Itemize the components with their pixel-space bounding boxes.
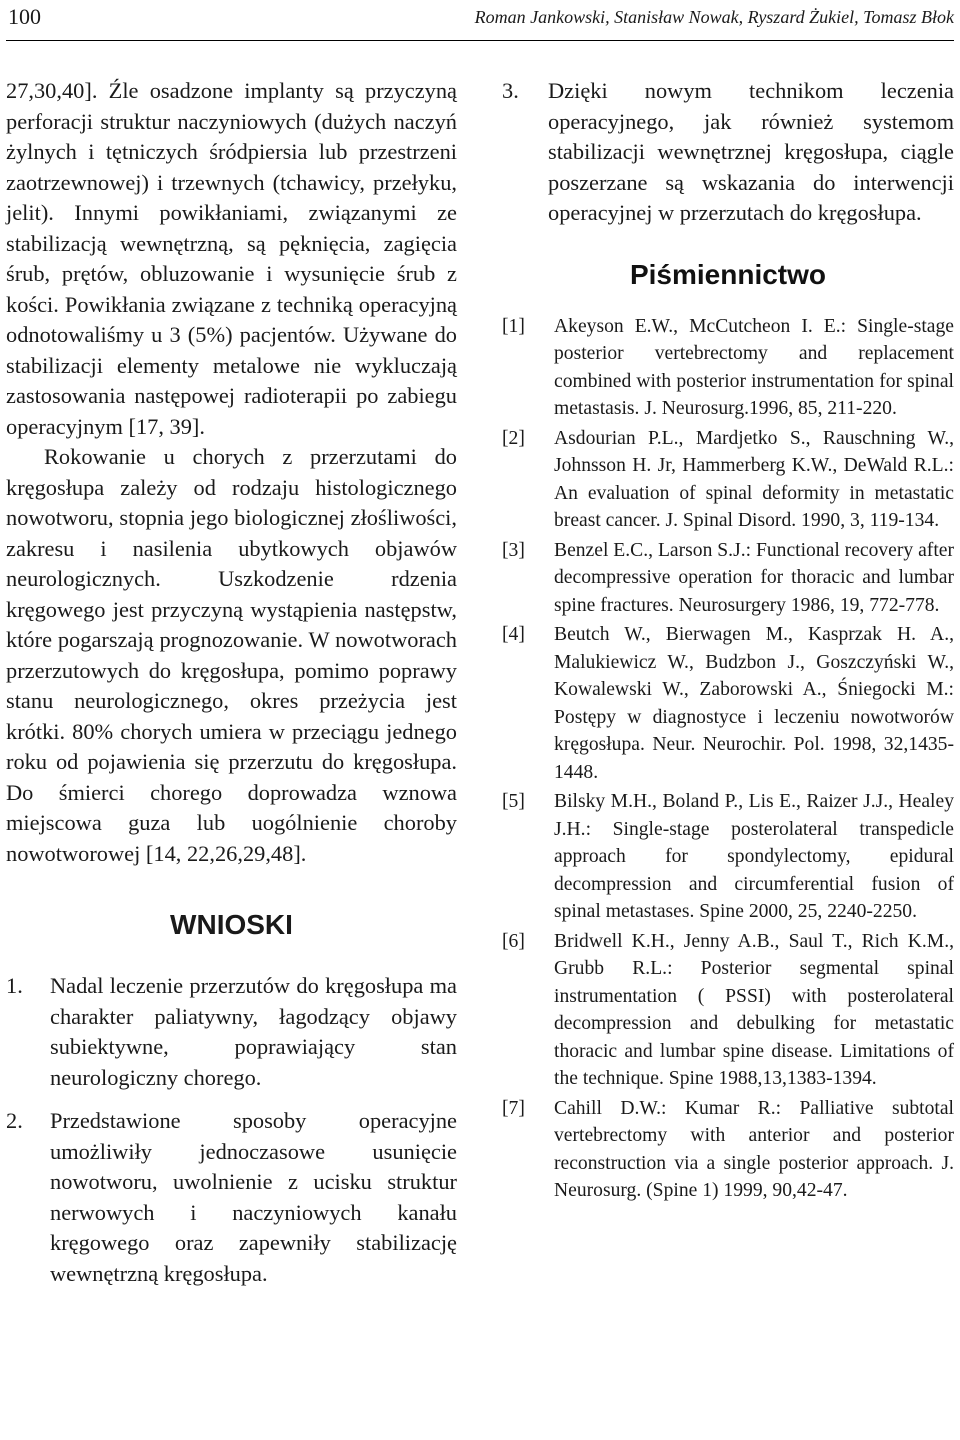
page-number: 100 (8, 4, 41, 29)
reference-label: [7] (502, 1097, 525, 1119)
body-paragraph-prognosis: Rokowanie u chorych z przerzutami do kręgosłupa zależy od rodzaju histologicznego nowotworu, stopnia jego biologicznej złośliwości, zakresu i nasilenia ubytkowych objawów neurologicznych. Uszkodzenie rdzenia kręgowego jest przyczyną wystąpienia następstw, które pogarszają prognozowanie. W nowotworach przerzutowych do kręgosłupa, pomimo poprawy stanu neurologicznego, okres przeżycia jest krótki. 80% chorych umiera w przeciągu jednego roku od pojawienia się przerzutu do kręgosłupa. Do śmierci chorego doprowadza wznowa miejscowa guza lub uogólnienie choroby nowotworowej [14, 22,26,29,48]. (6, 444, 457, 866)
reference-text: Cahill D.W.: Kumar R.: Palliative subtotal vertebrectomy with anterior and posterior reconstruction via a single posterior approach. J. Neurosurg. (Spine 1) 1999, 90,42-47. (554, 1097, 954, 1201)
conclusion-number: 3. (502, 78, 519, 103)
conclusion-item (502, 76, 954, 229)
reference-text: Asdourian P.L., Mardjetko S., Rauschning W., Johnsson H. Jr, Hammerberg K.W., DeWald R.L.: An evaluation of spinal deformity in metastatic breast cancer. J. Spinal Disord. 1990, 3, 119-134. (554, 427, 954, 531)
conclusion-text: Dzięki nowym technikom leczenia operacyjnego, jak również systemom stabilizacji wewnętrznej kręgosłupa, ciągle poszerzane są wskazania do interwencji operacyjnej w przerzutach do kręgosłupa. (548, 78, 954, 225)
reference-item (502, 621, 954, 786)
running-head-authors: Roman Jankowski, Stanisław Nowak, Ryszard Żukiel, Tomasz Błok (474, 7, 954, 27)
conclusion-number: 1. (6, 973, 23, 998)
conclusion-text: Przedstawione sposoby operacyjne umożliwiły jednoczasowe usunięcie nowotworu, uwolnienie z ucisku struktur nerwowych i naczyniowych kanału kręgowego oraz zapewniły stabilizację wewnętrzną kręgosłupa. (50, 1108, 457, 1286)
right-column (502, 76, 954, 1207)
reference-label: [5] (502, 791, 525, 812)
conclusions-list (6, 971, 457, 1289)
conclusion-item (6, 1106, 457, 1289)
reference-label: [6] (502, 930, 525, 952)
header-rule (6, 40, 954, 41)
body-paragraph-complications: 27,30,40]. Źle osadzone implanty są przyczyną perforacji struktur naczyniowych (dużych naczyń żylnych i tętniczych śródpiersia lub przestrzeni zaotrzewnowej) i trzewnych (tchawicy, przełyku, jelit). Innymi powikłaniami, związanymi ze stabilizacją wewnętrzną, są pęknięcia, zagięcia śrub, prętów, obluzowanie i wysunięcie śrub z kości. Powikłania związane z techniką operacyjną odnotowaliśmy u 3 (5%) pacjentów. Używane do stabilizacji elementy metalowe nie wykluczają zastosowania następowej radioterapii po zabiegu operacyjnym [17, 39]. (6, 78, 457, 439)
references-heading: Piśmiennictwo (629, 258, 827, 290)
conclusion-text: Nadal leczenie przerzutów do kręgosłupa ma charakter paliatywny, łagodzący objawy subiektywne, poprawiający stan neurologiczny chorego. (50, 973, 457, 1090)
page-header (8, 0, 954, 30)
reference-item (502, 537, 954, 620)
reference-text: Beutch W., Bierwagen M., Kasprzak H. A., Malukiewicz W., Budzbon J., Goszczyński W., Kowalewski W., Zaborowski A., Śniegocki M.: Postępy w diagnostyce i leczeniu nowotworów kręgosłupa. Neur. Neurochir. Pol. 1998, 32,1435-1448. (554, 624, 954, 783)
reference-item (502, 425, 954, 535)
conclusions-heading: WNIOSKI (170, 909, 293, 940)
reference-text: Bilsky M.H., Boland P., Lis E., Raizer J.J., Healey J.H.: Single-stage posterolateral transpedicle approach for spondylectomy, epidural decompression and circumferential fusion of spinal metastases. Spine 2000, 25, 2240-2250. (554, 791, 954, 922)
reference-item (502, 1095, 954, 1205)
conclusion-number: 2. (6, 1108, 23, 1133)
left-column (6, 76, 457, 1302)
references-list (502, 313, 954, 1205)
reference-item (502, 928, 954, 1093)
reference-label: [1] (502, 315, 525, 337)
reference-item (502, 788, 954, 926)
reference-item (502, 313, 954, 423)
reference-label: [4] (502, 624, 525, 645)
reference-label: [2] (502, 427, 525, 449)
reference-text: Benzel E.C., Larson S.J.: Functional recovery after decompressive operation for thoracic and lumbar spine fractures. Neurosurgery 1986, 19, 772-778. (554, 539, 954, 616)
reference-label: [3] (502, 539, 525, 561)
reference-text: Akeyson E.W., McCutcheon I. E.: Single-stage posterior vertebrectomy and replacement combined with posterior instrumentation for spinal metastasis. J. Neurosurg.1996, 85, 211-220. (554, 315, 954, 419)
conclusion-item (6, 971, 457, 1093)
reference-text: Bridwell K.H., Jenny A.B., Saul T., Rich K.M., Grubb R.L.: Posterior segmental spinal instrumentation ( PSSI) with posterolateral decompression and debulking for metastatic thoracic and lumbar spine disease. Limitations of the technique. Spine 1988,13,1383-1394. (554, 930, 954, 1089)
